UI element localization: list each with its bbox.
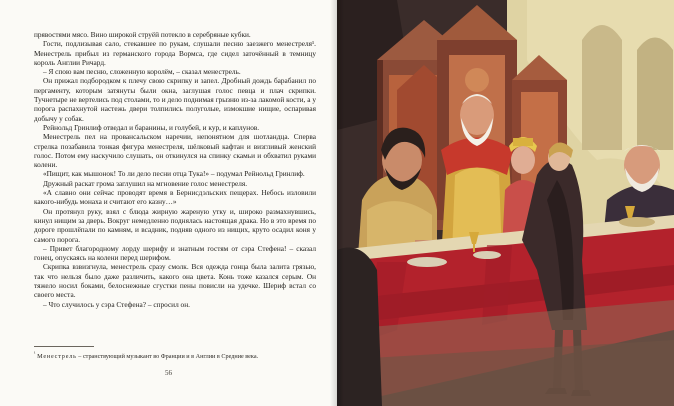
plate	[473, 251, 501, 259]
paragraph: «А славно они сейчас проводят время в Бернисдэльских пещерах. Небось изловили какого-нибудь монаха и считают его казну…»	[34, 188, 316, 207]
foreground-shadow	[337, 248, 382, 406]
paragraph: – Привет благородному лорду шерифу и знатным гостям от сэра Стефена! – сказал гонец, опускаясь на колени перед шерифом.	[34, 243, 316, 263]
paragraph: «Пищит, как мышонок! То ли дело песни отца Тука!» – подумал Рейнольд Гринлиф.	[43, 169, 305, 179]
arch-window	[582, 25, 622, 150]
page-number: 56	[165, 369, 172, 377]
paragraph: – Я спою вам песню, сложенную королём, – сказал менестрель.	[43, 67, 241, 77]
footnote	[34, 350, 324, 361]
paragraph: прявостями мясо. Вино широкой струёй потекло в серебряные кубки.	[34, 30, 251, 39]
paragraph: Гости, подлизывая сало, стекавшее по рукам, слушали песню заезжего менестреля¹. Менестрель прибыл из германского города Вормса, где сидел заточённый в темницу король Англии Ричард.	[34, 39, 316, 67]
paragraph: Рейнольд Гринлиф отведал и баранины, и голубей, и кур, и каплунов.	[43, 122, 260, 132]
paragraph: Менестрель пел на провансальском наречии, непонятном для шотландца. Сперва стрелка позабавила тонкая фигура менестреля, шёлковый кафтан и визгливый женский голос. Потом ему наскучило слушать, он откинулся на спинку скамьи и обхватил руками колени.	[34, 132, 316, 170]
body-text	[34, 30, 316, 309]
footnote-marker: ¹	[34, 351, 36, 357]
right-page-illustration	[337, 0, 674, 406]
footnote-term: Менестрель	[37, 353, 77, 361]
footnote-text: – странствующий музыкант во Франции и в Англии в Средние века.	[76, 353, 259, 361]
paragraph: Он протянул руку, взял с блюда жирную жареную утку и, широко размахнувшись, кинул нищим за дверь. Вокруг немедленно поднялась настоящая драка. Но в это время по дороге прошлёпали по камням, и всадник, подняв одного из нищих, круто осадил коня у самого порога.	[34, 206, 316, 244]
feast-illustration	[337, 0, 674, 406]
footnote-divider	[34, 346, 94, 347]
paragraph: Дружный раскат грома заглушил на мгновение голос менестреля.	[43, 178, 248, 188]
paragraph: – Что случилось у сэра Стефена? – спросил он.	[43, 299, 190, 309]
plate	[407, 257, 447, 267]
plate	[619, 217, 655, 227]
paragraph: Скрипка взвизгнула, менестрель сразу смолк. Вся одежда гонца была залита грязью, так что нельзя было даже различить, какого она цвета. Конь тоже казался серым. Он тяжело носил боками, белоснежные сгустки пены повисли на удечке. Шериф встал со своего места.	[34, 262, 316, 300]
paragraph: Он прижал подбородком к плечу свою скрипку и запел. Дробный дождь барабанил по пергаменту, которым затянуты были окна, заглушая голос певца и плач скрипки. Тучнетыре не вертелись под столами, то и дело поднимая грызню из-за лакомой кости, а у порога распахнутой настежь двери толпились полуголые, измокшие нищие, оспаривая добычу у собак.	[34, 76, 316, 123]
